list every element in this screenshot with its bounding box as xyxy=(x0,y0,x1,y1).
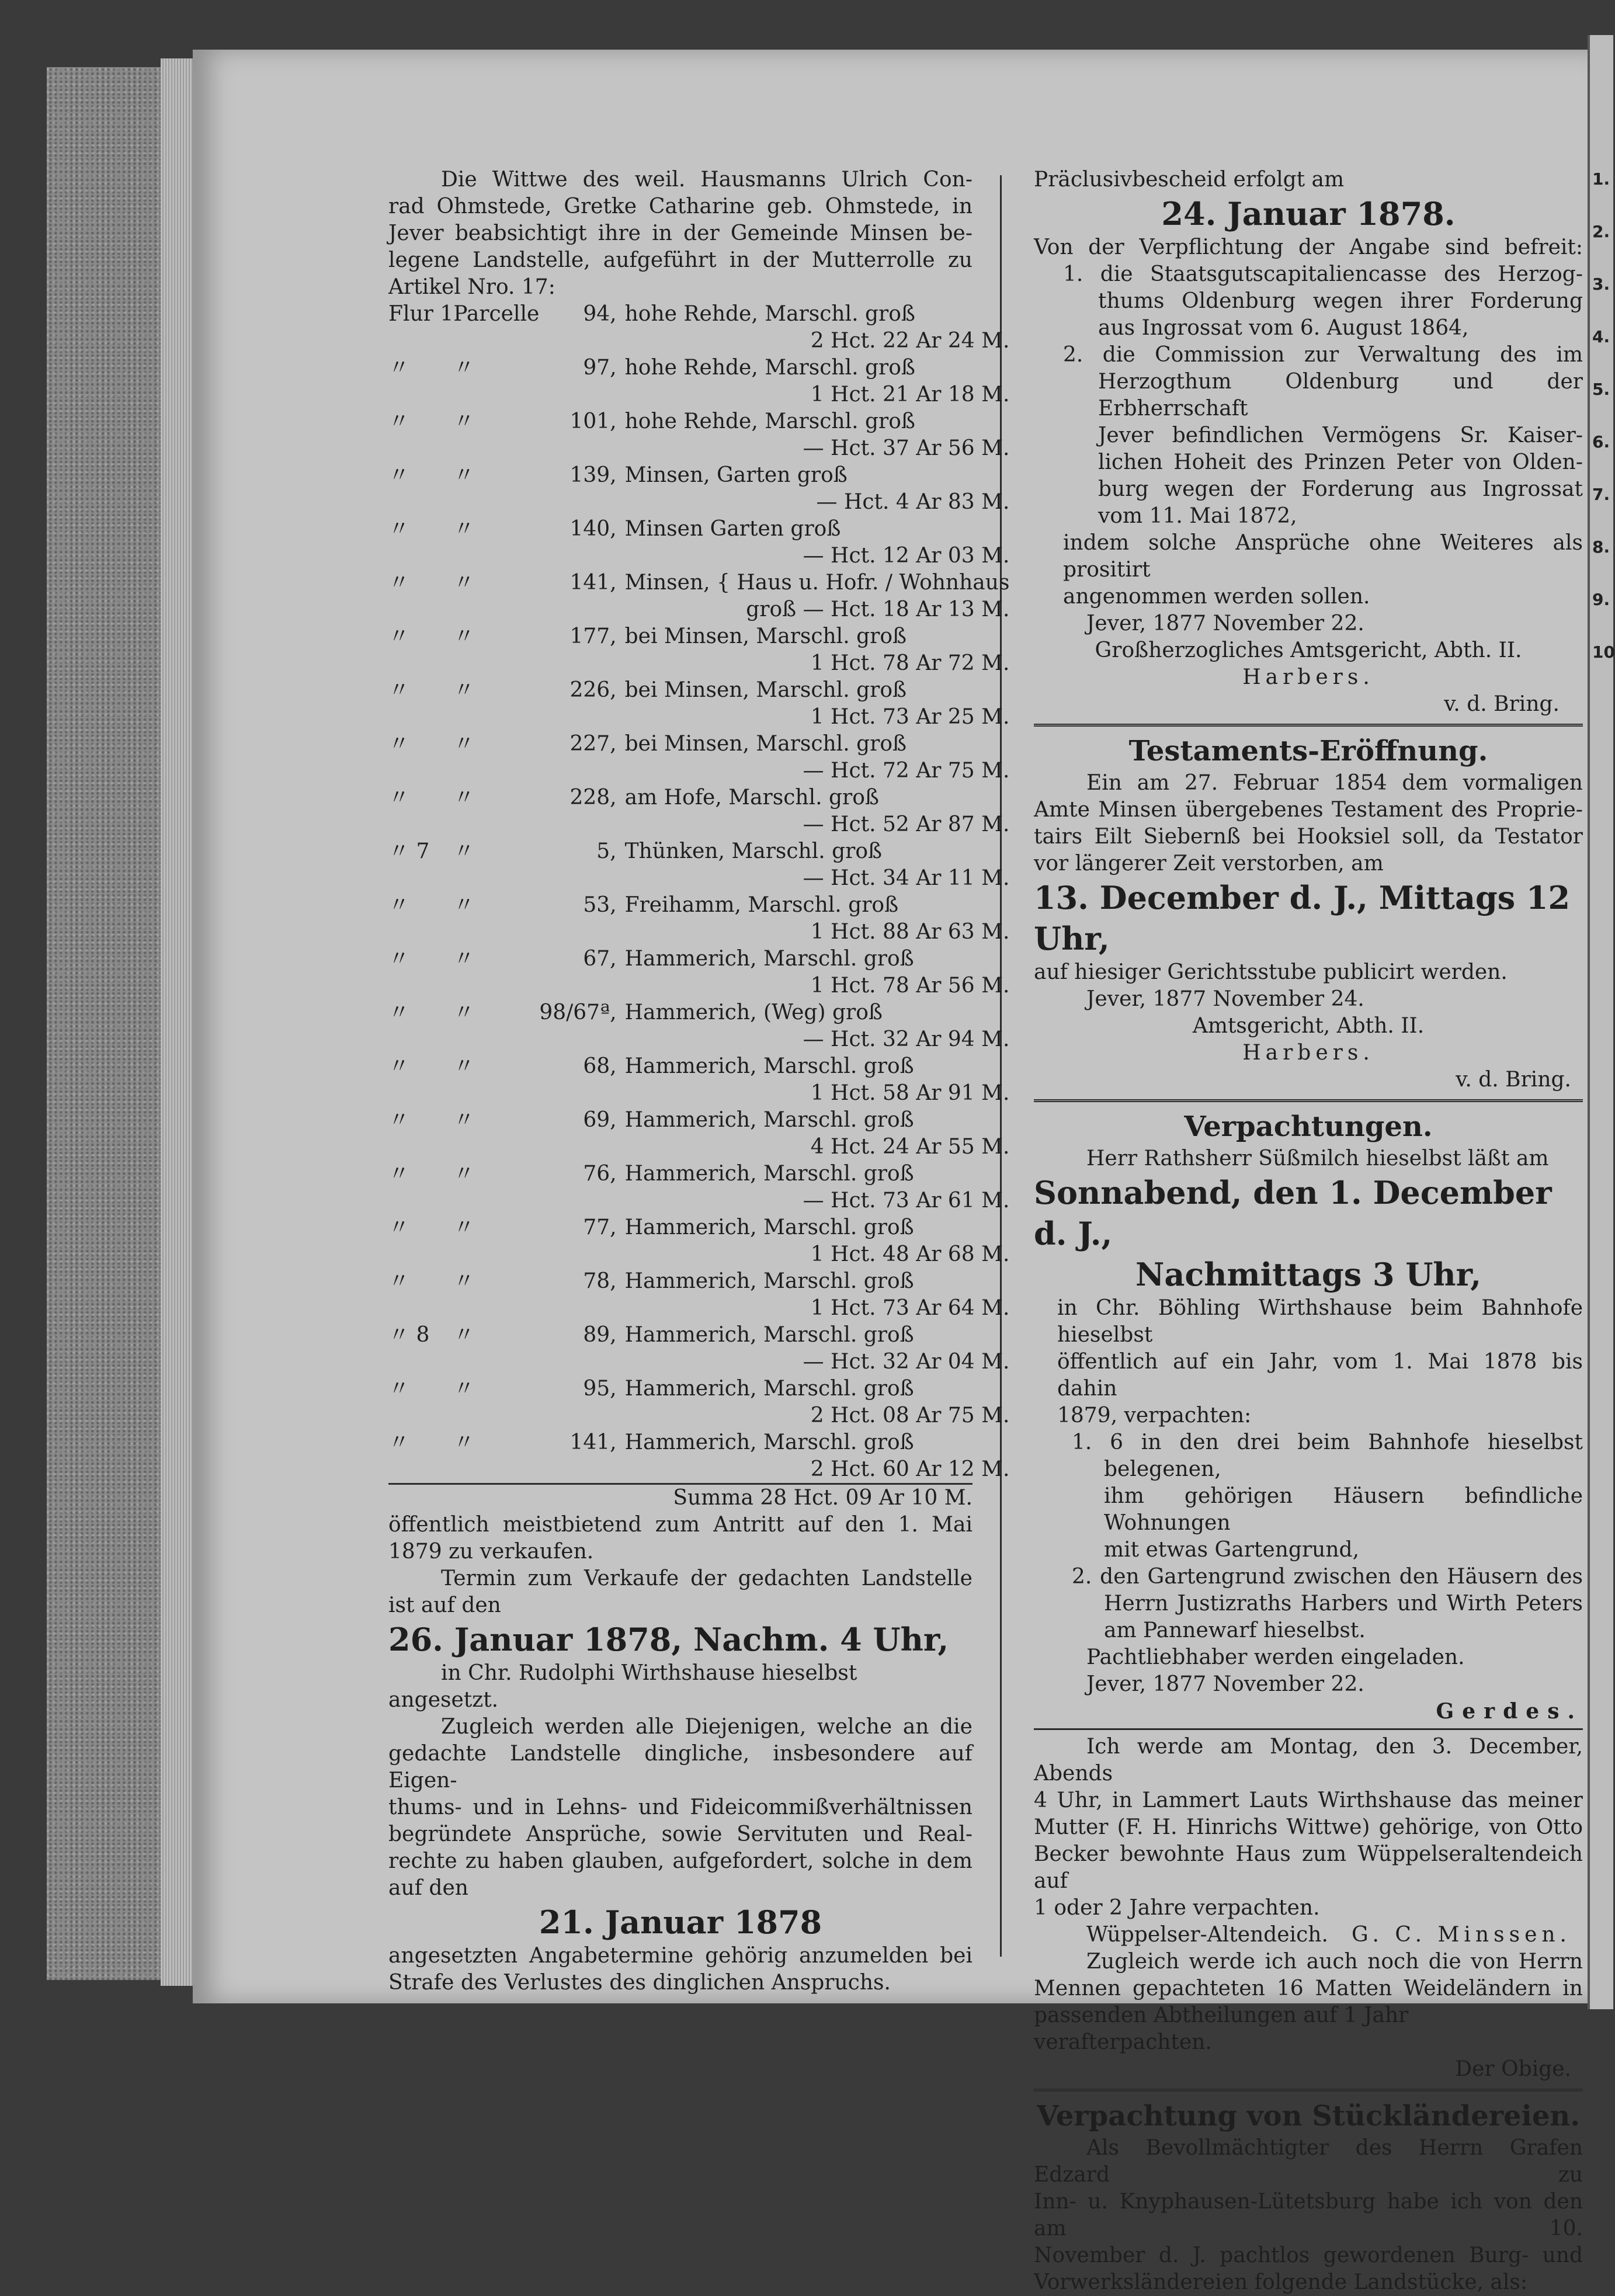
text-line: thums Oldenburg wegen ihrer Forderung xyxy=(1098,289,1583,313)
text-line: auf den xyxy=(388,1876,468,1900)
text-line: Zugleich werden alle Diejenigen, welche an die xyxy=(441,1715,973,1739)
parcel-size: 1 Hct. 73 Ar 64 M. xyxy=(810,1296,1010,1320)
parcel-size: — Hct. 73 Ar 61 M. xyxy=(803,1189,1010,1213)
parcel-nr: 67, xyxy=(583,947,617,971)
parcel-flur: 〃 xyxy=(388,409,410,433)
text-line: Präclusivbescheid erfolgt am xyxy=(1034,168,1345,192)
parcel-nr: 77, xyxy=(583,1215,617,1239)
claim-deadline-date: 21. Januar 1878 xyxy=(539,1904,822,1941)
summa-line: Summa 28 Hct. 09 Ar 10 M. xyxy=(388,1483,973,1512)
signature: Harbers. xyxy=(1242,665,1374,689)
text-line: 2. die Commission zur Verwaltung des im xyxy=(1063,343,1583,367)
lease-heading: Verpachtungen. xyxy=(1184,1110,1433,1143)
text-line: in Chr. Böhling Wirthshause beim Bahnhofe hieselbst xyxy=(1057,1296,1583,1347)
parcel-nr: 53, xyxy=(583,893,617,917)
parcel-desc: Minsen, { Haus u. Hofr. / Wohnhaus xyxy=(624,571,1010,595)
parcel-nr: 141, xyxy=(569,571,617,595)
parcel-nr: 139, xyxy=(569,463,617,487)
parcel-size-row xyxy=(388,758,1009,784)
parcel-flur: 〃 xyxy=(388,786,410,810)
parcel-nr: 69, xyxy=(583,1108,617,1132)
parcel-row xyxy=(388,301,1009,328)
parcel-size: 1 Hct. 21 Ar 18 M. xyxy=(810,383,1010,407)
parcel-desc: Hammerich, Marschl. groß xyxy=(624,947,914,971)
parcel-size-row xyxy=(388,435,1009,462)
text-line: Mutter (F. H. Hinrichs Wittwe) gehörige, von Otto xyxy=(1034,1815,1583,1839)
text-line: in Chr. Rudolphi Wirthshause hieselbst angesetzt. xyxy=(388,1661,857,1712)
margin-number: 4. xyxy=(1592,327,1610,346)
parcel-row xyxy=(388,516,1009,543)
text-line: rad Ohmstede, Gretke Catharine geb. Ohmstede, in xyxy=(388,194,973,218)
text-line: rechte zu haben glauben, aufgefordert, solche in dem xyxy=(388,1849,973,1873)
text-line: legene Landstelle, aufgeführt in der Mutterrolle zu xyxy=(388,248,973,272)
parcel-row xyxy=(388,677,1009,704)
parcel-parc: 〃 xyxy=(453,1377,475,1401)
parcel-parc: 〃 xyxy=(453,517,475,541)
parcel-parc: 〃 xyxy=(453,947,475,971)
parcel-flur: 〃 xyxy=(388,624,410,648)
text-line: ist auf den xyxy=(388,1593,501,1617)
parcel-flur: 〃 xyxy=(388,1430,410,1454)
parcel-flur: 〃 xyxy=(388,1269,410,1293)
parcel-nr: 68, xyxy=(583,1054,617,1078)
text-line: Herrn Justizraths Harbers und Wirth Peters xyxy=(1104,1592,1583,1616)
text-line: 4 Uhr, in Lammert Lauts Wirthshause das meiner xyxy=(1034,1788,1583,1812)
margin-number: 8. xyxy=(1592,537,1610,557)
parcel-parc: 〃 xyxy=(453,571,475,595)
parcel-nr: 89, xyxy=(583,1323,617,1347)
parcel-row xyxy=(388,1322,1009,1349)
margin-number: 9. xyxy=(1592,590,1610,609)
parcel-size: 2 Hct. 22 Ar 24 M. xyxy=(810,329,1010,353)
parcel-row xyxy=(388,355,1009,381)
parcel-size-row xyxy=(388,1456,1009,1483)
signature: Der Obige. xyxy=(1455,2057,1571,2081)
text-line: Herzogthum Oldenburg und der Erbherrschaft xyxy=(1098,370,1583,421)
section-rule xyxy=(1034,1728,1583,1730)
right-column xyxy=(1034,166,1583,2296)
parcel-size: — Hct. 32 Ar 04 M. xyxy=(803,1350,1010,1374)
parcel-nr: 94, xyxy=(583,302,617,326)
exemption-item-1 xyxy=(1034,261,1583,342)
parcel-nr: 98/67ª, xyxy=(539,1001,617,1024)
parcel-row xyxy=(388,623,1009,650)
parcel-desc: Hammerich, Marschl. groß xyxy=(624,1430,914,1454)
parcel-size: 1 Hct. 78 Ar 56 M. xyxy=(810,974,1010,998)
section-rule xyxy=(1034,1099,1583,1102)
parcel-parc: 〃 xyxy=(453,1430,475,1454)
parcel-parc: 〃 xyxy=(453,463,475,487)
parcel-size: — Hct. 32 Ar 94 M. xyxy=(803,1027,1010,1051)
parcel-size: groß — Hct. 18 Ar 13 M. xyxy=(746,598,1010,621)
parcel-desc: bei Minsen, Marschl. groß xyxy=(624,732,907,756)
parcel-parc: 〃 xyxy=(453,786,475,810)
lease-date: Sonnabend, den 1. December d. J., xyxy=(1034,1174,1552,1252)
parcel-row xyxy=(388,1375,1009,1402)
parcel-desc: Hammerich, Marschl. groß xyxy=(624,1269,914,1293)
parcel-parc: 〃 xyxy=(453,356,475,380)
adjacent-page-margin xyxy=(1588,35,1613,2009)
parcel-flur: 〃 xyxy=(388,893,410,917)
parcel-row xyxy=(388,946,1009,972)
parcel-parc: 〃 xyxy=(453,1162,475,1186)
parcel-flur: 〃 xyxy=(388,1108,410,1132)
parcel-size-row xyxy=(388,489,1009,516)
signature-row xyxy=(1034,1922,1583,1948)
parcel-parc: 〃 xyxy=(453,839,475,863)
parcel-row xyxy=(388,731,1009,758)
text-line: Pachtliebhaber werden eingeladen. xyxy=(1086,1645,1465,1669)
text-line: 2. den Gartengrund zwischen den Häusern des xyxy=(1072,1565,1583,1589)
text-line: passenden Abtheilungen auf 1 Jahr verafterpachten. xyxy=(1034,2003,1409,2054)
parcel-nr: 140, xyxy=(569,517,617,541)
parcel-size-row xyxy=(388,1187,1009,1214)
text-line: Becker bewohnte Haus zum Wüppelseraltendeich auf xyxy=(1034,1842,1583,1893)
parcel-flur: 〃 xyxy=(388,678,410,702)
parcel-parc: 〃 xyxy=(453,732,475,756)
parcel-desc: hohe Rehde, Marschl. groß xyxy=(624,409,915,433)
parcel-parc: 〃 xyxy=(453,1323,475,1347)
parcel-nr: 227, xyxy=(569,732,617,756)
parcel-row xyxy=(388,1268,1009,1295)
text-line: November d. J. pachtlos gewordenen Burg- und xyxy=(1034,2243,1583,2267)
parcel-size-row xyxy=(388,1134,1009,1161)
parcel-size: 1 Hct. 88 Ar 63 M. xyxy=(810,920,1010,944)
text-line: öffentlich auf ein Jahr, vom 1. Mai 1878 bis dahin xyxy=(1057,1350,1583,1401)
parcel-parc: 〃 xyxy=(453,624,475,648)
text-line: angenommen werden sollen. xyxy=(1063,585,1370,609)
text-line: lichen Hoheit des Prinzen Peter von Olden- xyxy=(1098,450,1583,474)
parcel-desc: hohe Rehde, Marschl. groß xyxy=(624,356,915,380)
parcel-nr: 141, xyxy=(569,1430,617,1454)
parcel-row xyxy=(388,462,1009,489)
parcel-desc: Minsen Garten groß xyxy=(624,517,841,541)
parcel-size: 1 Hct. 48 Ar 68 M. xyxy=(810,1242,1010,1266)
signature: Harbers. xyxy=(1242,1041,1374,1065)
text-line: burg wegen der Forderung aus Ingrossat xyxy=(1098,477,1583,501)
left-column xyxy=(388,166,1010,1996)
parcel-nr: 76, xyxy=(583,1162,617,1186)
parcel-row xyxy=(388,1429,1009,1456)
text-line: vom 11. Mai 1872, xyxy=(1098,504,1297,528)
signature: Gerdes. xyxy=(1436,1699,1583,1724)
text-line: Strafe des Verlustes des dinglichen Anspruchs. xyxy=(388,1971,891,1995)
text-line: Jever befindlichen Vermögens Sr. Kaiser- xyxy=(1098,423,1583,447)
parcel-desc: am Hofe, Marschl. groß xyxy=(624,786,879,810)
margin-number: 3. xyxy=(1592,275,1610,294)
parcel-size-row xyxy=(388,543,1009,569)
parcel-row xyxy=(388,838,1009,865)
text-line: Termin zum Verkaufe der gedachten Landstelle xyxy=(441,1566,973,1590)
text-line: indem solche Ansprüche ohne Weiteres als prositirt xyxy=(1063,531,1583,582)
parcel-size-row xyxy=(388,811,1009,838)
parcel-desc: Hammerich, Marschl. groß xyxy=(624,1215,914,1239)
parcel-nr: 78, xyxy=(583,1269,617,1293)
parcel-desc: Hammerich, Marschl. groß xyxy=(624,1377,914,1401)
text-line: gedachte Landstelle dingliche, insbesondere auf Eigen- xyxy=(388,1742,973,1793)
parcel-desc: Thünken, Marschl. groß xyxy=(624,839,883,863)
parcel-size: — Hct. 37 Ar 56 M. xyxy=(803,436,1010,460)
parcel-flur: 〃 xyxy=(388,1162,410,1186)
section-rule xyxy=(1034,2089,1583,2092)
place-date: Jever, 1877 November 22. xyxy=(1086,612,1364,635)
auction-date: 26. Januar 1878, Nachm. 4 Uhr, xyxy=(388,1621,949,1658)
text-line: Von der Verpflichtung der Angabe sind befreit: xyxy=(1034,235,1583,259)
margin-number: 1. xyxy=(1592,169,1610,189)
parcel-size: — Hct. 52 Ar 87 M. xyxy=(803,812,1010,836)
parcel-row xyxy=(388,408,1009,435)
place-date: Jever, 1877 November 24. xyxy=(1086,987,1364,1011)
parcel-size-row xyxy=(388,596,1009,623)
parcel-size-row xyxy=(388,704,1009,731)
exemption-item-2 xyxy=(1034,342,1583,530)
parcel-desc: bei Minsen, Marschl. groß xyxy=(624,678,907,702)
signature: v. d. Bring. xyxy=(1456,1068,1571,1092)
parcel-row xyxy=(388,1161,1009,1187)
text-line: begründete Ansprüche, sowie Servituten und Real- xyxy=(388,1822,973,1846)
signature: v. d. Bring. xyxy=(1444,692,1560,716)
text-line: aus Ingrossat vom 6. August 1864, xyxy=(1098,316,1469,340)
text-line: öffentlich meistbietend zum Antritt auf den 1. Mai xyxy=(388,1513,973,1537)
parcel-flur: 〃 xyxy=(388,463,410,487)
parcel-parc: 〃 xyxy=(453,1215,475,1239)
text-line: auf hiesiger Gerichtsstube publicirt werden. xyxy=(1034,960,1508,984)
intro-paragraph xyxy=(388,166,973,301)
parcel-row xyxy=(388,1214,1009,1241)
court-name: Großherzogliches Amtsgericht, Abth. II. xyxy=(1095,638,1522,662)
parcel-table xyxy=(388,301,1009,1483)
text-line: 1. 6 in den drei beim Bahnhofe hieselbst belegenen, xyxy=(1072,1430,1583,1481)
text-line: Ein am 27. Februar 1854 dem vormaligen xyxy=(1086,771,1583,795)
parcel-size: 4 Hct. 24 Ar 55 M. xyxy=(810,1135,1010,1159)
parcel-row xyxy=(388,569,1009,596)
parcel-parc: 〃 xyxy=(453,409,475,433)
text-line: 1879, verpachten: xyxy=(1057,1404,1252,1427)
parcel-size: 2 Hct. 60 Ar 12 M. xyxy=(810,1457,1010,1481)
parcel-size-row xyxy=(388,1080,1009,1107)
parcel-size: — Hct. 72 Ar 75 M. xyxy=(803,759,1010,783)
parcel-desc: bei Minsen, Marschl. groß xyxy=(624,624,907,648)
parcel-nr: 228, xyxy=(569,786,617,810)
text-line: am Pannewarf hieselbst. xyxy=(1104,1618,1366,1642)
parcel-size-row xyxy=(388,328,1009,355)
lease-time: Nachmittags 3 Uhr, xyxy=(1135,1256,1482,1293)
parcel-desc: Hammerich, Marschl. groß xyxy=(624,1108,914,1132)
parcel-desc: Hammerich, Marschl. groß xyxy=(624,1054,914,1078)
parcel-size-row xyxy=(388,650,1009,677)
section-rule xyxy=(1034,724,1583,727)
margin-number: 7. xyxy=(1592,485,1610,504)
parcel-flur: 〃 xyxy=(388,1054,410,1078)
parcel-size-row xyxy=(388,972,1009,999)
parcel-parc: 〃 xyxy=(453,893,475,917)
parcel-parc: Parcelle xyxy=(453,302,540,326)
text-line: Zugleich werde ich auch noch die von Herrn xyxy=(1086,1950,1583,1974)
parcel-size: 1 Hct. 73 Ar 25 M. xyxy=(810,705,1010,729)
text-line: thums- und in Lehns- und Fideicommißverhältnissen xyxy=(388,1795,973,1819)
parcel-size-row xyxy=(388,1349,1009,1375)
parcel-flur: Flur 1 xyxy=(388,302,454,326)
book-cover-edge xyxy=(47,67,176,1980)
parcel-nr: 5, xyxy=(596,839,617,863)
text-line: Ich werde am Montag, den 3. December, Abends xyxy=(1034,1735,1583,1786)
parcel-size-row xyxy=(388,919,1009,946)
parcel-parc: 〃 xyxy=(453,1269,475,1293)
text-line: 1. die Staatsgutscapitaliencasse des Herzog- xyxy=(1063,262,1583,286)
parcel-nr: 226, xyxy=(569,678,617,702)
parcel-flur: 〃 8 xyxy=(388,1323,430,1347)
parcel-size-row xyxy=(388,1026,1009,1053)
margin-number: 2. xyxy=(1592,222,1610,241)
text-line: angesetzten Angabetermine gehörig anzumelden bei xyxy=(388,1944,973,1968)
parcel-parc: 〃 xyxy=(453,1108,475,1132)
parcel-size: 2 Hct. 08 Ar 75 M. xyxy=(810,1404,1010,1427)
parcel-flur: 〃 xyxy=(388,1377,410,1401)
place-name: Wüppelser-Altendeich. xyxy=(1086,1923,1328,1947)
parcel-row xyxy=(388,892,1009,919)
parcel-flur: 〃 xyxy=(388,947,410,971)
text-line: tairs Eilt Siebernß bei Hooksiel soll, da Testator xyxy=(1034,825,1583,849)
decision-date: 24. Januar 1878. xyxy=(1161,195,1456,232)
testament-date: 13. December d. J., Mittags 12 Uhr, xyxy=(1034,879,1571,957)
parcel-nr: 97, xyxy=(583,356,617,380)
text-line: 1 oder 2 Jahre verpachten. xyxy=(1034,1896,1320,1920)
text-line: 1879 zu verkaufen. xyxy=(388,1540,594,1564)
parcel-flur: 〃 xyxy=(388,356,410,380)
text-line: Artikel Nro. 17: xyxy=(388,275,555,299)
signature: G. C. Minssen. xyxy=(1352,1923,1571,1947)
parcel-nr: 95, xyxy=(583,1377,617,1401)
text-line: Mennen gepachteten 16 Matten Weideländern in xyxy=(1034,1977,1583,2000)
place-date: Jever, 1877 November 22. xyxy=(1086,1672,1364,1696)
parcel-flur: 〃 xyxy=(388,571,410,595)
parcel-row xyxy=(388,784,1009,811)
text-line: Herr Rathsherr Süßmilch hieselbst läßt am xyxy=(1086,1147,1549,1170)
text-line: mit etwas Gartengrund, xyxy=(1104,1538,1360,1562)
parcel-desc: Minsen, Garten groß xyxy=(624,463,848,487)
plots-lease-heading: Verpachtung von Stückländereien. xyxy=(1037,2100,1580,2132)
parcel-flur: 〃 xyxy=(388,1001,410,1024)
parcel-row xyxy=(388,1053,1009,1080)
text-line: Vorwerksländereien folgende Landstücke, als: xyxy=(1034,2270,1527,2294)
text-line: Amte Minsen übergebenes Testament des Proprie- xyxy=(1034,798,1583,822)
text-line: Als Bevollmächtigter des Herrn Grafen Edzard zu xyxy=(1034,2136,1583,2187)
parcel-size: — Hct. 34 Ar 11 M. xyxy=(803,866,1010,890)
parcel-size-row xyxy=(388,381,1009,408)
parcel-desc: Hammerich, (Weg) groß xyxy=(624,1001,883,1024)
parcel-size-row xyxy=(388,1402,1009,1429)
parcel-size: — Hct. 12 Ar 03 M. xyxy=(803,544,1010,568)
parcel-flur: 〃 xyxy=(388,1215,410,1239)
parcel-flur: 〃 7 xyxy=(388,839,430,863)
testament-heading: Testaments-Eröffnung. xyxy=(1128,735,1488,767)
parcel-nr: 101, xyxy=(569,409,617,433)
parcel-desc: hohe Rehde, Marschl. groß xyxy=(624,302,915,326)
parcel-row xyxy=(388,1107,1009,1134)
text-line: Jever beabsichtigt ihre in der Gemeinde Minsen be- xyxy=(388,221,973,245)
court-name: Amtsgericht, Abth. II. xyxy=(1192,1014,1425,1038)
parcel-size-row xyxy=(388,1241,1009,1268)
parcel-flur: 〃 xyxy=(388,517,410,541)
parcel-size-row xyxy=(388,865,1009,892)
parcel-parc: 〃 xyxy=(453,1001,475,1024)
text-line: ihm gehörigen Häusern befindliche Wohnungen xyxy=(1104,1484,1583,1535)
parcel-size: 1 Hct. 78 Ar 72 M. xyxy=(810,651,1010,675)
parcel-size: 1 Hct. 58 Ar 91 M. xyxy=(810,1081,1010,1105)
margin-number: 10 xyxy=(1592,642,1615,662)
parcel-size-row xyxy=(388,1295,1009,1322)
text-line: vor längerer Zeit verstorben, am xyxy=(1034,852,1384,876)
parcel-desc: Freihamm, Marschl. groß xyxy=(624,893,899,917)
parcel-nr: 177, xyxy=(569,624,617,648)
parcel-size: — Hct. 4 Ar 83 M. xyxy=(816,490,1010,514)
text-line: Inn- u. Knyphausen-Lütetsburg habe ich von den am 10. xyxy=(1034,2190,1583,2241)
parcel-desc: Hammerich, Marschl. groß xyxy=(624,1323,914,1347)
parcel-parc: 〃 xyxy=(453,1054,475,1078)
margin-number: 5. xyxy=(1592,380,1610,399)
parcel-flur: 〃 xyxy=(388,732,410,756)
text-line: Die Wittwe des weil. Hausmanns Ulrich Con- xyxy=(441,168,973,192)
parcel-parc: 〃 xyxy=(453,678,475,702)
parcel-desc: Hammerich, Marschl. groß xyxy=(624,1162,914,1186)
parcel-row xyxy=(388,999,1009,1026)
margin-number: 6. xyxy=(1592,432,1610,451)
